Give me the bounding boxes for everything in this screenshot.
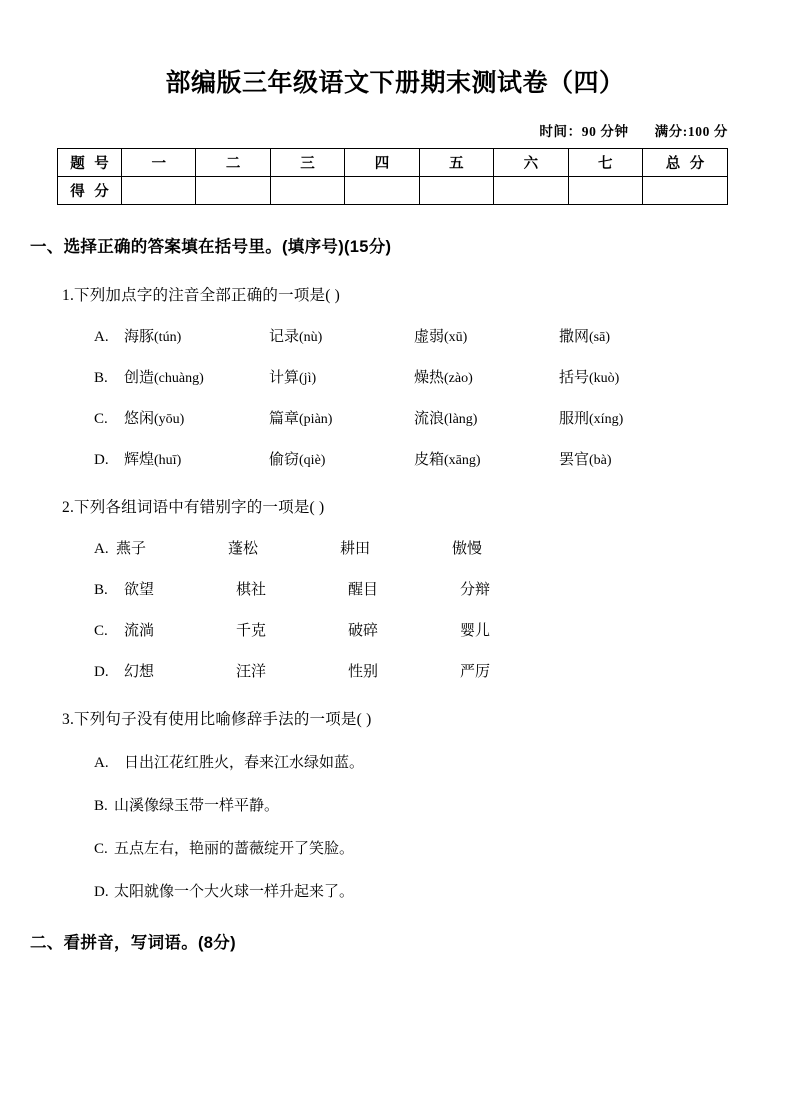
option-word: 记录 [269,328,300,345]
row-label-score: 得 分 [58,176,122,204]
score-cell-5[interactable] [419,176,493,204]
row-label-question-number: 题 号 [58,148,122,176]
option-pinyin: (zào) [444,370,473,386]
score-cell-3[interactable] [270,176,344,204]
question-2-option-a[interactable] [62,537,790,558]
option-sentence: 太阳就像一个大火球一样升起来了。 [114,883,355,900]
option-word: 千克 [236,622,267,639]
question-3-option-a[interactable] [62,751,790,772]
option-pinyin: (yōu) [154,411,185,427]
option-letter: B. [94,369,108,386]
question-3-option-c[interactable] [62,837,790,858]
option-letter: A. [94,754,109,771]
score-column-header-6: 六 [494,148,568,176]
score-column-header-5: 五 [419,148,493,176]
option-word: 偷窃 [269,451,300,468]
option-item [559,407,699,428]
option-item [559,448,699,469]
question-2-stem: 2.下列各组词语中有错别字的一项是( ) [62,498,325,516]
option-word: 括号 [559,369,590,386]
option-pinyin: (chuàng) [154,370,204,386]
option-word: 燥热 [414,369,445,386]
table-row-question-numbers [58,148,728,176]
table-row-scores [58,176,728,204]
option-word: 欲望 [124,581,155,598]
question-2-option-d[interactable] [62,660,790,681]
question-3-option-b[interactable] [62,794,790,815]
option-letter: D. [94,663,109,680]
option-item [124,366,269,387]
option-word: 流浪 [414,410,445,427]
question-1-option-d[interactable] [62,448,790,469]
option-word: 流淌 [124,622,155,639]
option-word: 棋社 [236,581,267,598]
option-word: 罢官 [559,451,590,468]
option-sentence: 山溪像绿玉带一样平静。 [114,797,280,814]
option-letter: C. [94,840,108,857]
option-item [269,325,414,346]
question-2-option-c[interactable] [62,619,790,640]
option-word: 辉煌 [124,451,155,468]
option-pinyin: (tún) [154,329,182,345]
exam-time-label: 时间：90 分钟 [539,123,629,139]
question-1-option-c[interactable] [62,407,790,428]
question-1-stem: 1.下列加点字的注音全部正确的一项是( ) [62,286,341,304]
option-item [559,366,699,387]
option-pinyin: (huī) [154,452,182,468]
option-word: 幻想 [124,663,155,680]
option-word: 篇章 [269,410,300,427]
score-cell-4[interactable] [345,176,419,204]
option-letter: C. [94,622,108,639]
option-pinyin: (làng) [444,411,478,427]
option-pinyin: (sā) [589,329,611,345]
option-item [414,366,559,387]
option-word: 虚弱 [414,328,445,345]
option-letter: B. [94,581,108,598]
option-word: 撒网 [559,328,590,345]
option-pinyin: (xāng) [444,452,481,468]
option-pinyin: (xíng) [589,411,624,427]
option-word: 耕田 [340,540,371,557]
score-column-header-3: 三 [270,148,344,176]
option-pinyin: (piàn) [299,411,333,427]
option-word: 悠闲 [124,410,155,427]
option-pinyin: (jì) [299,370,317,386]
question-1-option-b[interactable] [62,366,790,387]
option-word: 傲慢 [452,540,483,557]
option-word: 醒目 [348,581,379,598]
option-word: 海豚 [124,328,155,345]
option-word: 蓬松 [228,540,259,557]
score-column-header-total: 总 分 [643,148,728,176]
option-letter: B. [94,797,108,814]
exam-full-score-label: 满分:100 分 [654,123,728,139]
question-1-option-a[interactable] [62,325,790,346]
score-cell-7[interactable] [568,176,642,204]
score-column-header-2: 二 [196,148,270,176]
score-table [57,148,728,205]
score-table-wrapper [0,148,790,205]
option-letter: D. [94,451,109,468]
question-3 [0,707,790,901]
option-item [559,325,699,346]
option-sentence: 五点左右，艳丽的蔷薇绽开了笑脸。 [114,840,355,857]
option-pinyin: (bà) [589,452,612,468]
option-letter: A. [94,328,109,345]
option-item [124,407,269,428]
option-word: 创造 [124,369,155,386]
option-pinyin: (xū) [444,329,468,345]
option-letter: A. [94,540,109,557]
exam-meta [0,120,790,140]
section-heading-1: 一、选择正确的答案填在括号里。(填序号)(15分) [30,237,392,256]
page-title: 部编版三年级语文下册期末测试卷（四） [165,69,625,97]
option-pinyin: (kuò) [589,370,620,386]
option-item [269,366,414,387]
option-item [269,407,414,428]
option-word: 破碎 [348,622,379,639]
section-heading-2: 二、看拼音，写词语。(8分) [30,933,236,952]
option-letter: C. [94,410,108,427]
option-word: 汪洋 [236,663,267,680]
option-item [414,448,559,469]
score-column-header-1: 一 [122,148,196,176]
option-item [269,448,414,469]
option-word: 服刑 [559,410,590,427]
score-cell-1[interactable] [122,176,196,204]
option-letter: D. [94,883,109,900]
question-3-stem: 3.下列句子没有使用比喻修辞手法的一项是( ) [62,710,372,728]
question-2 [0,495,790,681]
option-item [414,325,559,346]
option-item [124,325,269,346]
question-2-option-b[interactable] [62,578,790,599]
option-pinyin: (nù) [299,329,323,345]
option-word: 计算 [269,369,300,386]
score-cell-2[interactable] [196,176,270,204]
option-word: 皮箱 [414,451,445,468]
score-cell-total[interactable] [643,176,728,204]
question-1 [0,283,790,469]
option-word: 燕子 [116,540,147,557]
option-pinyin: (qiè) [299,452,326,468]
score-column-header-7: 七 [568,148,642,176]
option-item [124,448,269,469]
option-word: 婴儿 [460,622,491,639]
option-word: 严厉 [460,663,491,680]
score-column-header-4: 四 [345,148,419,176]
option-word: 分辩 [460,581,491,598]
option-sentence: 日出江花红胜火，春来江水绿如蓝。 [124,754,365,771]
option-word: 性别 [348,663,379,680]
option-item [414,407,559,428]
score-cell-6[interactable] [494,176,568,204]
question-3-option-d[interactable] [62,880,790,901]
